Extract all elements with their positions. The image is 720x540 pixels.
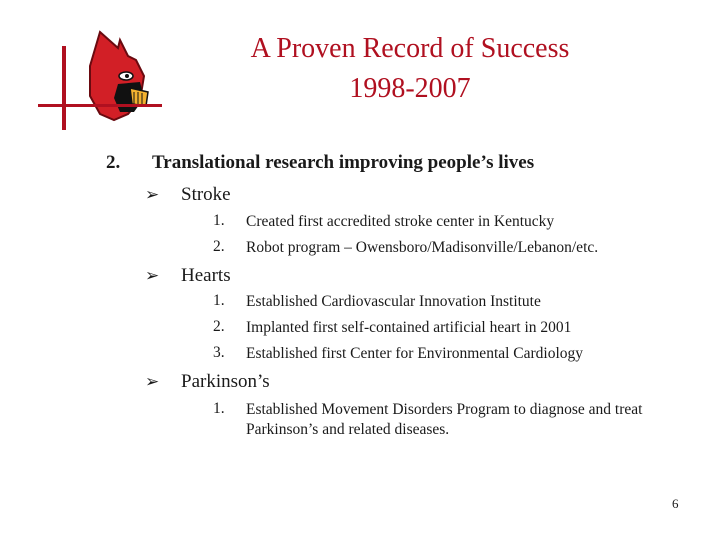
item-heading: Translational research improving people’s lives [152, 152, 535, 173]
item-number: 2. [106, 152, 121, 173]
section-label-hearts: Hearts [181, 265, 231, 286]
cardinal-logo-icon [60, 26, 150, 132]
list-item-number: 3. [213, 344, 225, 361]
slide-subtitle: 1998-2007 [349, 73, 471, 104]
section-label-parkinsons: Parkinson’s [181, 371, 270, 392]
arrow-bullet-icon: ➢ [145, 266, 160, 285]
list-item-number: 2. [213, 318, 225, 335]
list-item-number: 1. [213, 400, 225, 417]
slide-title: A Proven Record of Success [250, 33, 570, 64]
list-item-number: 2. [213, 238, 225, 255]
list-item-text: Established Movement Disorders Program to diagnose and treat Parkinson’s and related diseases. [246, 401, 643, 438]
logo-horizontal-rule [38, 104, 162, 107]
logo-vertical-rule [62, 46, 66, 130]
list-item-text: Robot program – Owensboro/Madisonville/Lebanon/etc. [246, 239, 599, 256]
arrow-bullet-icon: ➢ [145, 185, 160, 204]
list-item-number: 1. [213, 292, 225, 309]
list-item-text: Created first accredited stroke center in Kentucky [246, 213, 555, 230]
section-label-stroke: Stroke [181, 184, 231, 205]
arrow-bullet-icon: ➢ [145, 372, 160, 391]
list-item-text: Implanted first self-contained artificial heart in 2001 [246, 319, 572, 336]
list-item-text: Established first Center for Environmental Cardiology [246, 345, 584, 362]
list-item-number: 1. [213, 212, 225, 229]
page-number: 6 [672, 496, 679, 511]
list-item-text: Established Cardiovascular Innovation Institute [246, 293, 541, 310]
